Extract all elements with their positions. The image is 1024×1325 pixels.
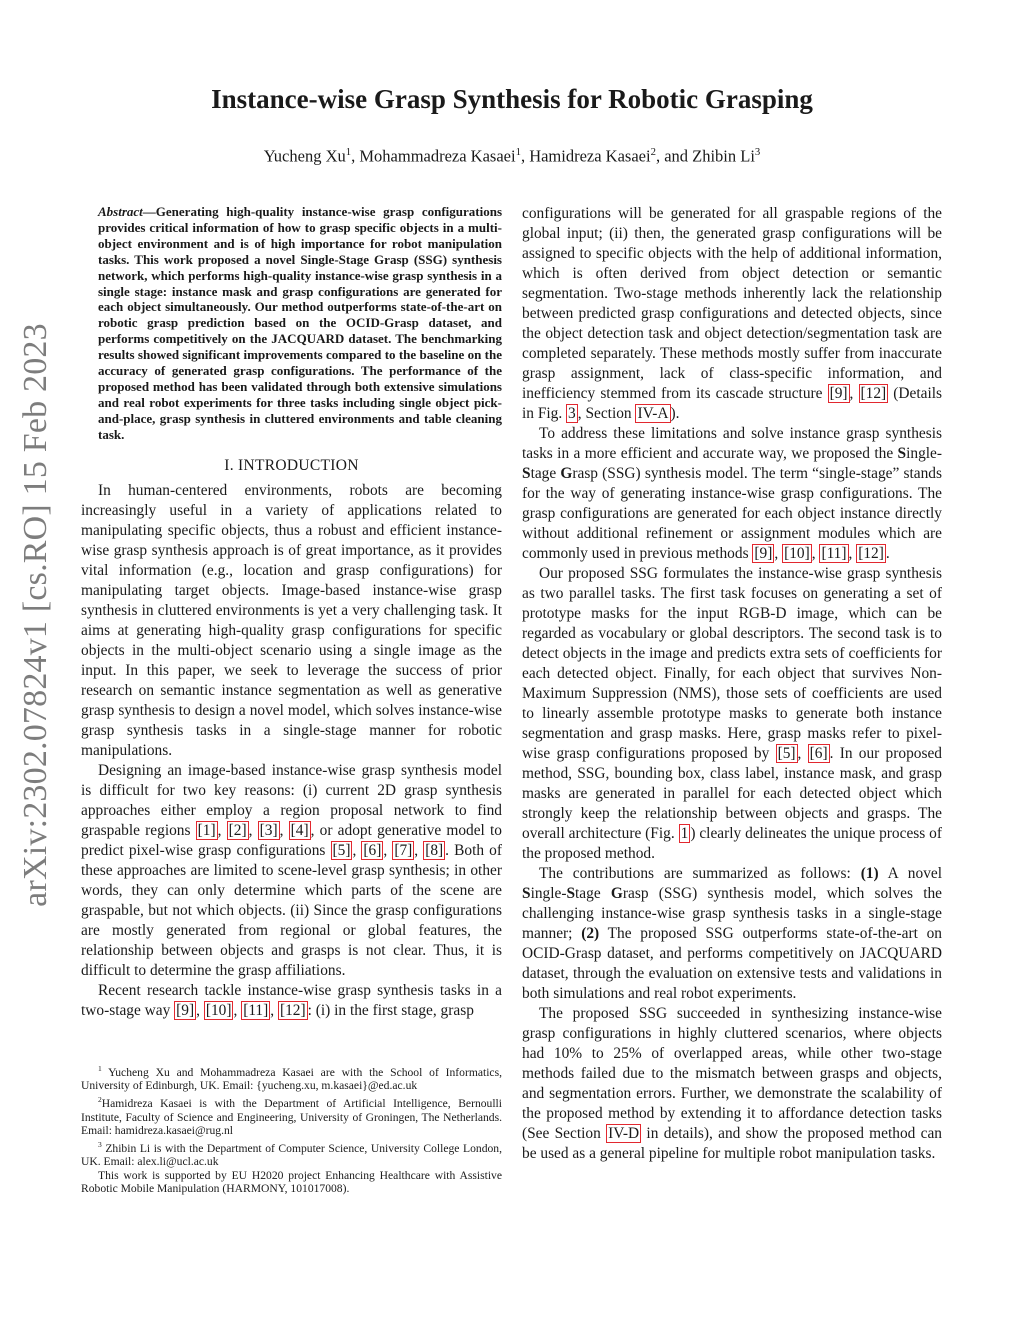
citation-link[interactable]: [9]	[829, 385, 848, 402]
citation-link[interactable]: [2]	[228, 821, 247, 839]
arxiv-stamp	[0, 0, 72, 1325]
footnote-1	[81, 1062, 502, 1093]
author-list	[0, 146, 1024, 167]
citation-link[interactable]: [4]	[290, 821, 309, 839]
citation-link[interactable]: [9]	[754, 545, 773, 562]
ssg-initial: G	[610, 885, 623, 902]
author-4-affil: 3	[754, 146, 761, 158]
separator: ,	[217, 821, 227, 839]
citation-link[interactable]: [11]	[243, 1001, 269, 1019]
citation-link[interactable]: [10]	[205, 1001, 232, 1019]
separator: ,	[797, 745, 808, 762]
paragraph-text: in details), and show the proposed method can be used as a general pipeline for multiple robot manipulation tasks.	[522, 1125, 942, 1162]
ssg-initial: G	[560, 465, 573, 482]
footnote-mark: 2	[98, 1095, 102, 1105]
paragraph-text: The contributions are summarized as follows:	[539, 865, 861, 882]
author-3-affil: 2	[650, 146, 656, 158]
separator: ,	[848, 545, 857, 562]
citation-link[interactable]: [3]	[259, 821, 278, 839]
intro-paragraph-3	[81, 981, 502, 1021]
author-2-affil: 1	[515, 146, 521, 158]
footnote-text: Yucheng Xu and Mohammadreza Kasaei are with the School of Informatics, University of Edinburgh, UK. Email: {yucheng.xu, m.kasaei}@ed.ac.uk	[81, 1065, 502, 1093]
intro-paragraph-2	[81, 761, 502, 981]
paragraph-text: synthesis model, which solves the challenging instance-wise grasp synthesis tasks in a single-stage manner;	[522, 885, 942, 942]
citation-link[interactable]: [9]	[176, 1001, 195, 1019]
citation-link[interactable]: [5]	[332, 841, 351, 859]
footnote-text: Zhibin Li is with the Department of Computer Science, University College London, UK. Email: alex.li@ucl.ac.uk	[81, 1141, 502, 1169]
citation-link[interactable]: [12]	[279, 1001, 306, 1019]
citation-link[interactable]: [7]	[394, 841, 413, 859]
separator: ,	[270, 1001, 278, 1019]
citation-link[interactable]: [12]	[860, 385, 887, 402]
separator: ,	[233, 1001, 242, 1019]
author-4: , and Zhibin Li	[655, 146, 755, 166]
paragraph-text: . In our proposed method, SSG, bounding box, class label, instance mask, and grasp masks are generated in parallel for each detected object which strongly keep the relationship between objects and grasps. The overall architecture (Fig.	[522, 745, 942, 842]
paragraph-text: Our proposed SSG formulates the instance-wise grasp synthesis as two parallel tasks. The first task focuses on generating a set of prototype masks for the input RGB-D image, which can be regarded as vocabulary or global descriptors. The second task is to detect objects in the image and predicts extra sets of coefficients for each detected object. Finally, for each object that survives Non-Maximum Suppression (NMS), those sets of coefficients are used to linearly assemble prototype masks to generate both instance segmentation and grasp masks. Here, grasp masks refer to pixel-wise grasp configurations proposed by	[522, 565, 942, 762]
separator: ,	[279, 821, 289, 839]
abstract	[81, 204, 502, 443]
contribution-label: (1)	[860, 865, 879, 882]
separator: ,	[774, 545, 783, 562]
paragraph-text: : (i) in the first stage, grasp	[307, 1001, 474, 1019]
author-3: , Hamidreza Kasaei	[520, 146, 651, 166]
right-column	[522, 204, 942, 1164]
separator: ,	[383, 841, 393, 859]
paragraph-text: configurations will be generated for all graspable regions of the global input; (ii) then, the generated grasp configurations will be assigned to specific objects with the help of additional information, which is often derived from object detection or semantic segmentation. Two-stage methods inherently lack the relationship between predicted grasp configurations and detected objects, since the object detection task and object detection/segmentation task are completed separately. These methods mostly suffer from inaccurate grasp assignment, lack of class-specific information, and inefficiency stemmed from its cascade structure	[522, 205, 942, 402]
ssg-part: rasp (SSG)	[572, 465, 641, 482]
footnote-2	[81, 1093, 502, 1138]
footnote-3	[81, 1138, 502, 1169]
paragraph-text: , or adopt generative model to predict pixel-wise grasp configurations	[81, 821, 502, 859]
footnotes	[81, 1062, 502, 1196]
intro-paragraph-5	[522, 424, 942, 564]
paragraph-text: . Both of these approaches are limited to scene-level grasp synthesis; in other words, they can only determine which parts of the scene are graspable, but not which objects. (ii) Since the grasp configurations are mostly generated from regional or global features, the relationship between objects and grasps is not clear. Thus, it is difficult to determine the grasp affiliations.	[81, 841, 502, 979]
citation-link[interactable]: [6]	[363, 841, 382, 859]
ssg-initial: S	[522, 885, 531, 902]
paragraph-text: ) clearly delineates the unique process of the proposed method.	[522, 825, 942, 862]
citation-link[interactable]: [11]	[821, 545, 847, 562]
citation-link[interactable]: [5]	[777, 745, 796, 762]
paragraph-text: The proposed SSG succeeded in synthesizing instance-wise grasp configurations in highly cluttered scenarios, where objects had 10% to 25% of overlapped areas, while other two-stage methods failed due to the mismatch between grasps and objects, and segmentation errors. Further, we demonstrate the scalability of the proposed method by extending it to affordance detection tasks (See Section	[522, 1005, 942, 1142]
abstract-text: —Generating high-quality instance-wise grasp configurations provides critical information of how to grasp specific objects in a multi-object environment and is of high importance for robot manipulation tasks. This work proposed a novel Single-Stage Grasp (SSG) synthesis network, which performs high-quality instance-wise grasp synthesis in a single stage: instance mask and grasp configurations are generated for each object simultaneously. Our method outperforms state-of-the-art on robotic grasp prediction based on the OCID-Grasp dataset, and performs competitively on the JACQUARD dataset. The benchmarking results showed significant improvements compared to the baseline on the accuracy of generated grasp configurations. The performance of the proposed method has been validated through both extensive simulations and real robot experiments for three tasks including single object pick-and-place, grasp synthesis in cluttered environments and table cleaning task.	[98, 204, 502, 442]
ssg-part: tage	[575, 885, 611, 902]
contribution-label: (2)	[581, 925, 600, 942]
separator: ,	[248, 821, 258, 839]
citation-link[interactable]: [1]	[197, 821, 216, 839]
paragraph-text: (Details in Fig.	[522, 385, 942, 422]
paragraph-text: A novel	[878, 865, 942, 882]
left-column	[81, 204, 502, 1021]
ssg-initial: S	[522, 465, 531, 482]
intro-paragraph-1: In human-centered environments, robots are becoming increasingly useful in a variety of applications related to manipulating specific objects, thus a robust and efficient instance-wise grasp synthesis approach is of great importance, as it provides vital information (e.g., location and grasp configurations) for manipulating target objects. Image-based instance-wise grasp synthesis in cluttered environments is yet a very challenging task. It aims at generating high-quality grasp configurations for specific objects in the multi-object scenario using a single image as the input. In this paper, we seek to leverage the success of prior research on semantic instance segmentation as well as generative grasp synthesis to design a novel model, which solves instance-wise grasp synthesis tasks in a single-stage manner for robotic manipulations.	[81, 481, 502, 759]
paragraph-text: synthesis model. The term “single-stage” stands for the way of generating instance-wise grasp configurations. The grasp configurations are generated for each object instance directly without additional refinement or assignment modules which are commonly used in previous methods	[522, 465, 942, 562]
paper-title: Instance-wise Grasp Synthesis for Robotic Grasping	[211, 84, 813, 114]
paragraph-text: .	[885, 545, 890, 562]
author-1: Yucheng Xu	[263, 146, 346, 166]
section-heading-introduction: I. INTRODUCTION	[224, 456, 359, 474]
separator: ,	[414, 841, 424, 859]
ssg-part: rasp (SSG)	[622, 885, 698, 902]
section-link[interactable]: IV-A	[637, 405, 669, 422]
intro-paragraph-4	[522, 204, 942, 424]
separator: ,	[352, 841, 362, 859]
intro-paragraph-7	[522, 864, 942, 1004]
ssg-initial: S	[897, 445, 907, 462]
ssg-part: ingle-	[530, 885, 567, 902]
paragraph-text: Designing an image-based instance-wise grasp synthesis model is difficult for two key reasons: (i) current 2D grasp synthesis approaches either employ a region proposal network to find graspable regions	[81, 761, 502, 839]
citation-link[interactable]: [8]	[425, 841, 444, 859]
paragraph-text: , Section	[577, 405, 636, 422]
section-link[interactable]: IV-D	[608, 1125, 640, 1142]
footnote-funding: This work is supported by EU H2020 project Enhancing Healthcare with Assistive Robotic Mobile Manipulation (HARMONY, 101017008).	[81, 1168, 502, 1196]
separator: ,	[849, 385, 859, 402]
paragraph-text: The proposed SSG outperforms state-of-the-art on OCID-Grasp dataset, and performs competitively on JACQUARD dataset, through the evaluation on extensive tests and validations in both simulations and real robot experiments.	[522, 925, 942, 1002]
paragraph-text: ).	[670, 405, 680, 422]
author-2: , Mohammadreza Kasaei	[351, 146, 516, 166]
footnote-mark: 1	[98, 1064, 102, 1073]
intro-paragraph-8	[522, 1004, 942, 1164]
footnote-text: Hamidreza Kasaei is with the Department of Artificial Intelligence, Bernoulli Institute, Faculty of Science and Engineering, University of Groningen, The Netherlands. Email: hamidreza.kasaei@rug.nl	[81, 1096, 502, 1138]
author-1-affil: 1	[345, 146, 352, 158]
citation-link[interactable]: [10]	[784, 545, 810, 562]
arxiv-id: arXiv:2302.07824v1 [cs.RO] 15 Feb 2023	[17, 323, 54, 907]
figure-link[interactable]: 3	[568, 405, 576, 422]
paragraph-text: Recent research tackle instance-wise grasp synthesis tasks in a two-stage way	[81, 981, 502, 1019]
footnote-mark: 3	[98, 1139, 102, 1149]
separator: ,	[811, 545, 820, 562]
paragraph-text: To address these limitations and solve instance grasp synthesis tasks in a more efficient and accurate way, we proposed the	[522, 425, 942, 462]
abstract-label: Abstract	[98, 204, 143, 219]
ssg-part: ingle-	[906, 445, 942, 462]
separator: ,	[196, 1001, 204, 1019]
ssg-part: tage	[530, 465, 561, 482]
figure-link[interactable]: 1	[680, 825, 689, 842]
intro-paragraph-6	[522, 564, 942, 864]
ssg-initial: S	[566, 885, 576, 902]
citation-link[interactable]: [12]	[858, 545, 884, 562]
citation-link[interactable]: [6]	[809, 745, 828, 762]
